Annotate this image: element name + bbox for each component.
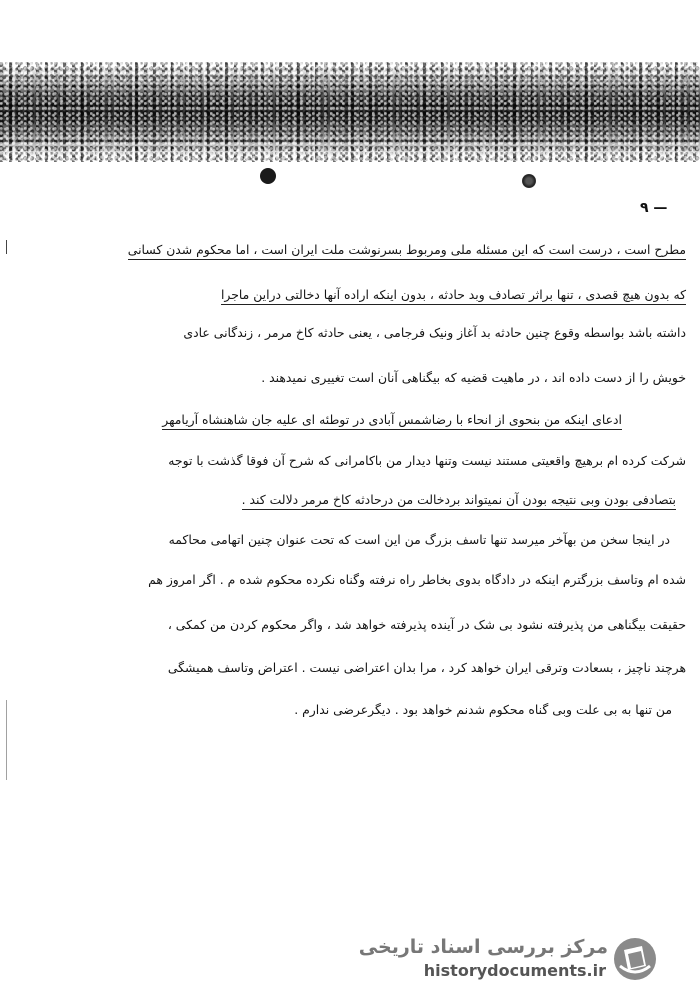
document-text-line: ادعای اینکه من بنحوی از انحاء با رضاشمس آبادی در توطئه ای علیه جان شاهنشاه آریامهر [162, 412, 622, 430]
document-text-line: من تنها به بی علت وبی گناه محکوم شدنم خواهد بود . دیگرعرضی ندارم . [294, 702, 672, 717]
document-text-line: خویش را از دست داده اند ، در ماهیت قضیه که بیگناهی آنان است تغییری نمیدهند . [261, 370, 686, 385]
document-text-line: حقیقت بیگناهی من پذیرفته نشود بی شک در آینده پذیرفته خواهد شد ، واگر محکوم کردن من کمکی ، [167, 617, 686, 632]
document-text-line: داشته باشد بواسطه وقوع چنین حادثه بد آغاز ونیک فرجامی ، یعنی حادثه کاخ مرمر ، زندگانی عادی [183, 325, 686, 340]
scan-artifact [6, 240, 7, 254]
watermark-title: مرکز بررسی اسناد تاریخی [358, 936, 608, 958]
archive-logo-icon [612, 936, 658, 982]
document-text-line: مطرح است ، درست است که این مسئله ملی ومربوط بسرنوشت ملت ایران است ، اما محکوم شدن کسانی [128, 242, 686, 260]
punch-hole-mark [260, 168, 276, 184]
document-text-line: که بدون هیچ قصدی ، تنها براثر تصادف وبد حادثه ، بدون اینکه اراده آنها دخالتی دراین ماجرا [221, 287, 686, 305]
document-text-line: شرکت کرده ام برهیچ واقعیتی مستند نیست وتنها دیدار من باکامرانی که شرح آن فوقا گذشت با توجه [168, 453, 686, 468]
photocopy-noise-band [0, 62, 700, 162]
document-text-line: بتصادفی بودن وبی نتیجه بودن آن نمیتواند بردخالت من درحادثه کاخ مرمر دلالت کند . [242, 492, 676, 510]
document-text-line: هرچند ناچیز ، بسعادت وترقی ایران خواهد کرد ، مرا بدان اعتراضی نیست . اعتراض وتاسف همیشگی [167, 660, 686, 675]
watermark-url: historydocuments.ir [423, 961, 606, 980]
document-text-line: در اینجا سخن من بهآخر میرسد تنها تاسف بزرگ من این است که تحت عنوان چنین اتهامی محاکمه [168, 532, 670, 547]
page-number: ۹ — [640, 200, 668, 216]
document-text-line: شده ام وتاسف بزرگترم اینکه در دادگاه بدوی بخاطر راه نرفته وگناه نکرده محکوم شده م . اگر امروز هم [148, 572, 686, 587]
archive-watermark [358, 936, 660, 984]
scan-artifact [6, 700, 7, 780]
punch-hole-mark [522, 174, 536, 188]
